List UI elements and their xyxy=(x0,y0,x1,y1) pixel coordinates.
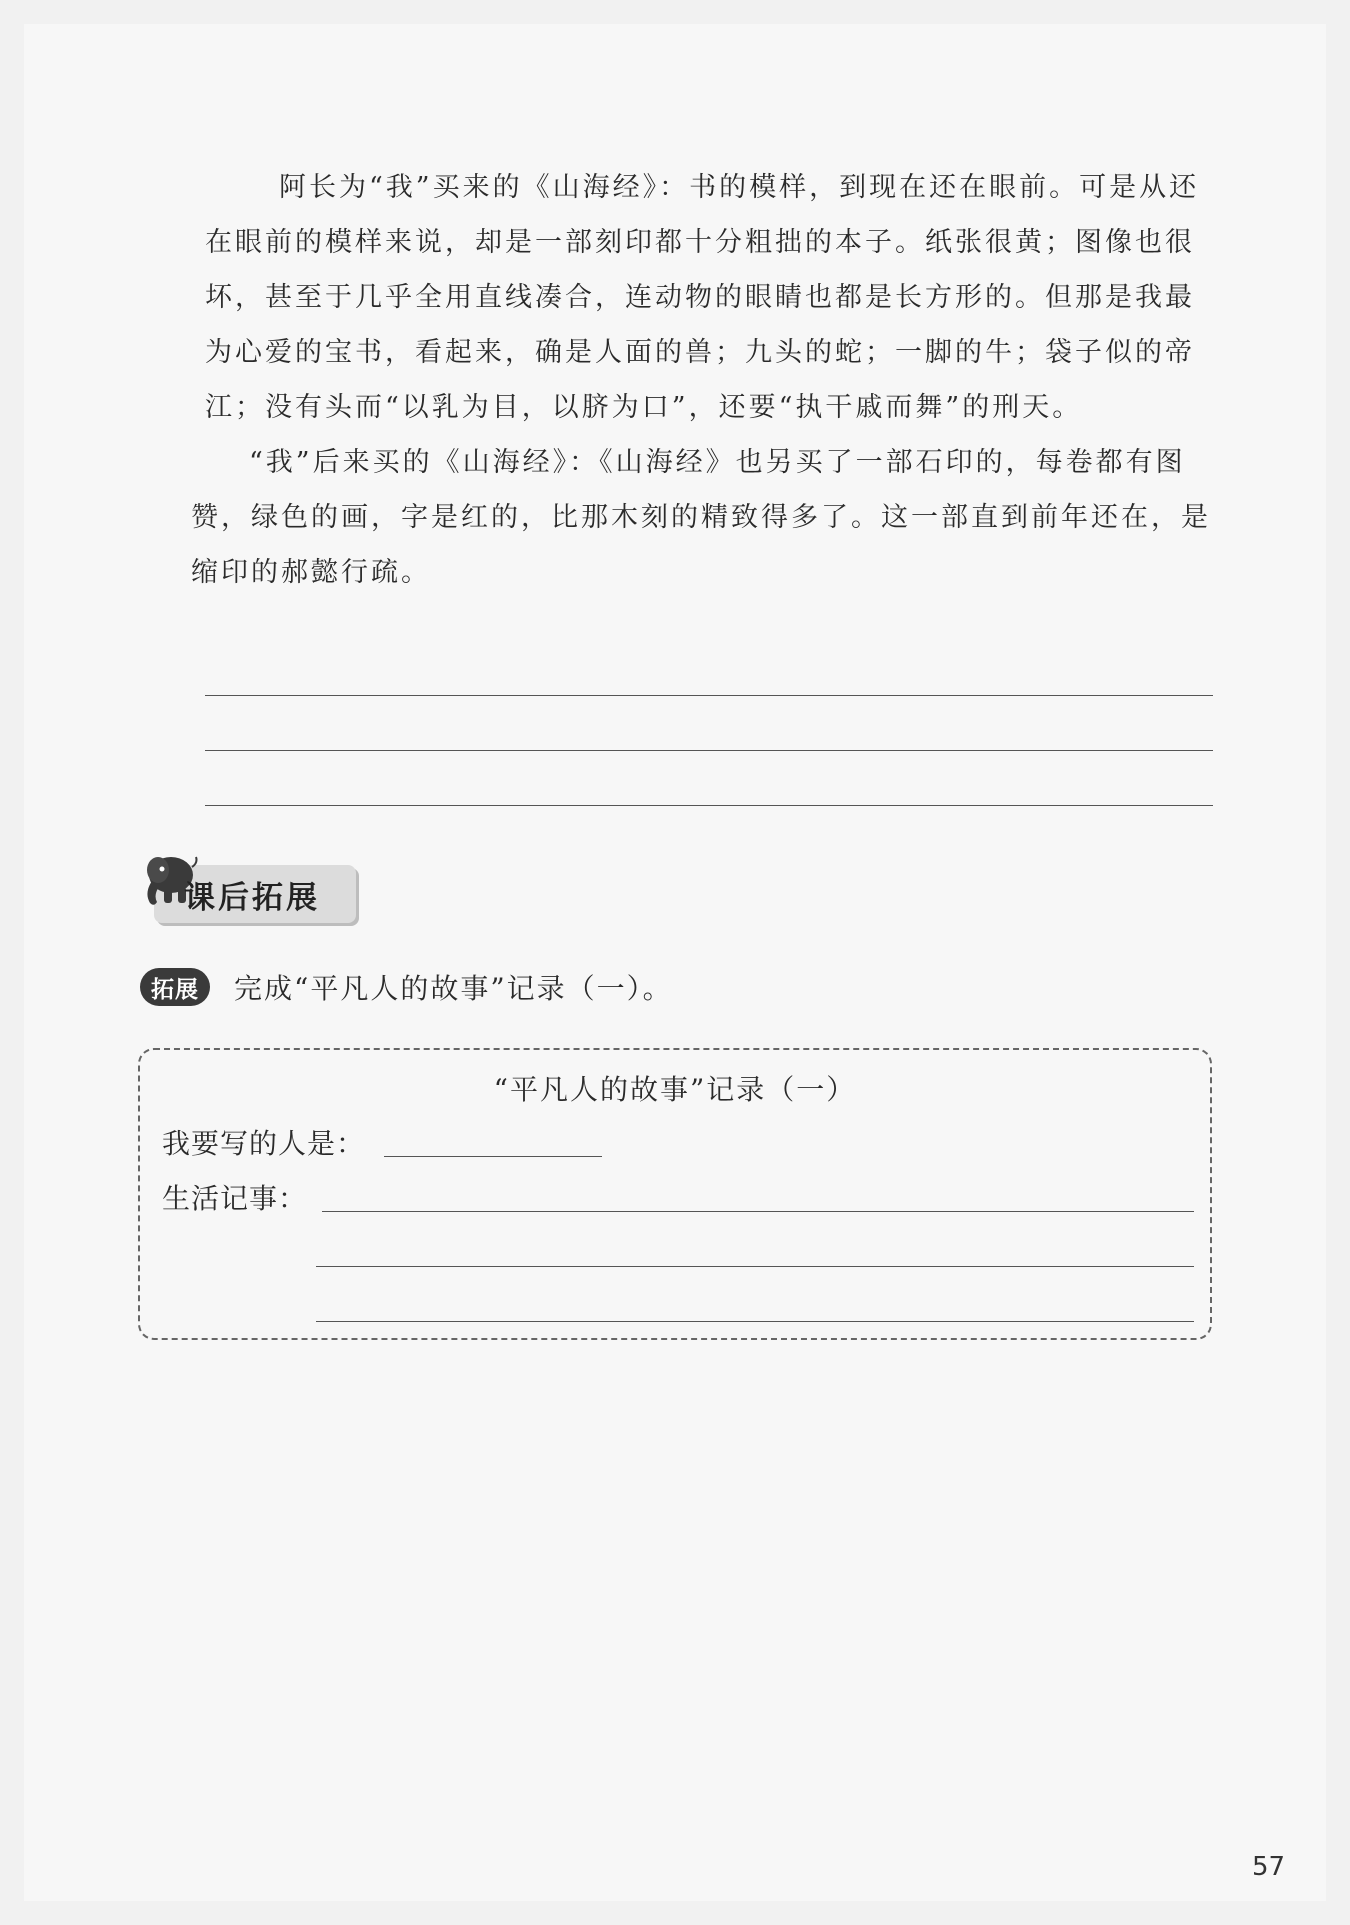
reading-paragraph-1: 阿长为“我”买来的《山海经》：书的模样，到现在还在眼前。可是从还在眼前的模样来说，却是一部刻印都十分粗拙的本子。纸张很黄；图像也很坏，甚至于几乎全用直线凑合，连动物的眼睛也都是长方形的。但那是我最为心爱的宝书，看起来，确是人面的兽；九头的蛇；一脚的牛；袋子似的帝江；没有头而“以乳为目，以脐为口”，还要“执干戚而舞”的刑天。 xyxy=(205,172,1200,423)
page-number: 57 xyxy=(1252,1852,1286,1882)
record-title: “平凡人的故事”记录（一） xyxy=(493,1073,857,1106)
answer-line-3[interactable] xyxy=(205,805,1213,806)
task-badge: 拓展 xyxy=(140,968,210,1006)
reading-passage xyxy=(191,160,1215,600)
answer-line-2[interactable] xyxy=(205,750,1213,751)
person-label: 我要写的人是： xyxy=(162,1127,366,1160)
reading-paragraph-2: “我”后来买的《山海经》：《山海经》也另买了一部石印的，每卷都有图赞，绿色的画，字是红的，比那木刻的精致得多了。这一部直到前年还在，是缩印的郝懿行疏。 xyxy=(191,447,1211,588)
section-title: 课后拓展 xyxy=(184,880,320,916)
section-header xyxy=(136,845,356,925)
events-answer-line-1[interactable] xyxy=(322,1211,1194,1212)
events-answer-line-2[interactable] xyxy=(316,1266,1194,1267)
events-answer-line-3[interactable] xyxy=(316,1321,1194,1322)
events-label: 生活记事： xyxy=(162,1182,308,1215)
task-text: 完成“平凡人的故事”记录（一）。 xyxy=(234,972,673,1005)
person-answer-line[interactable] xyxy=(384,1156,602,1157)
task-instruction xyxy=(140,965,673,1009)
record-box xyxy=(138,1048,1212,1340)
answer-line-1[interactable] xyxy=(205,695,1213,696)
